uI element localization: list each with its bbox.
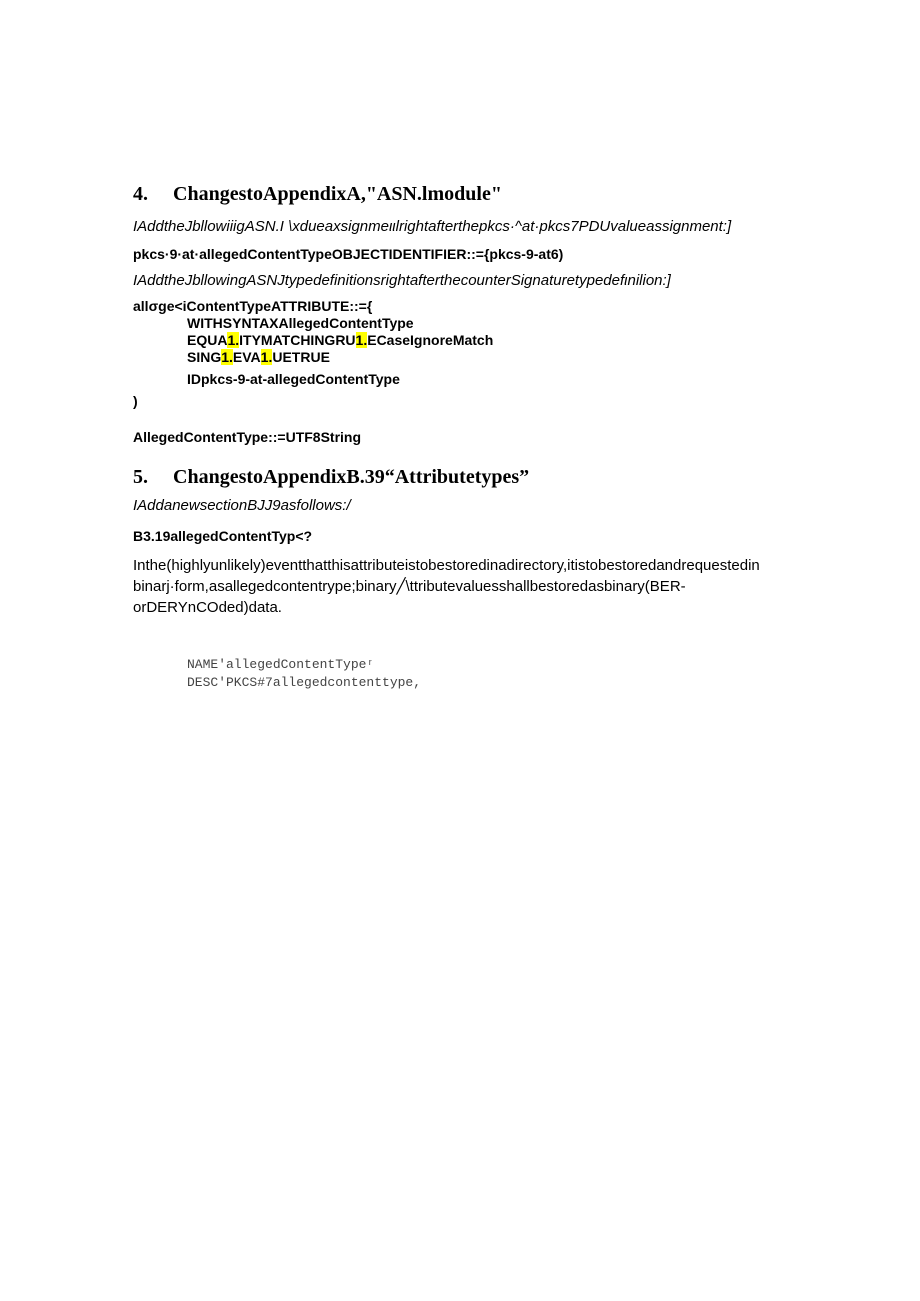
section-4-heading bbox=[133, 183, 502, 206]
attribute-definition-line3: EQUA1.ITYMATCHINGRU1.ECaseIgnoreMatch bbox=[187, 332, 494, 348]
section-5-number: 5. bbox=[133, 466, 148, 488]
attribute-definition-line4: SING1.EVA1.UETRUE bbox=[187, 349, 330, 365]
paragraph-line: Inthe(highlyunlikely)eventthatthisattributeistobestoredinadirectory,itistobestoredandrequestedin bbox=[133, 557, 760, 574]
editor-note-2: IAddtheJbllowingASNJtypedefinitionsrightafterthecounterSignaturetypedefιnilion:] bbox=[133, 272, 671, 289]
section-5-title: ChangestoAppendixB.39“Attributetypes” bbox=[173, 466, 530, 488]
highlight-mark: 1. bbox=[355, 332, 368, 348]
paragraph-line: binarj·form,asallegedcontentrype;binary╱\ttributevaluesshallbestoredasbinary(BER- bbox=[133, 578, 686, 595]
schema-name-line: NAME'allegedContentTypeʳ bbox=[187, 657, 375, 672]
section-5-heading bbox=[133, 466, 529, 489]
type-definition: AllegedContentType::=UTF8String bbox=[133, 429, 362, 445]
oid-assignment: pkcs·9·at·allegedContentTypeOBJECTIDENTIFIER::={pkcs-9-at6) bbox=[133, 246, 564, 262]
paragraph-line: orDERYnCOded)data. bbox=[133, 599, 282, 616]
subsection-heading: B3.19allegedContentTyp<? bbox=[133, 528, 313, 544]
attribute-definition-close: ) bbox=[133, 393, 138, 409]
attribute-definition-line5: IDpkcs-9-at-allegedContentType bbox=[187, 371, 400, 387]
highlight-mark: 1. bbox=[221, 349, 233, 365]
schema-desc-line: DESC'PKCS#7allegedcontenttype, bbox=[187, 675, 422, 690]
body-paragraph bbox=[133, 555, 793, 618]
highlight-mark: 1. bbox=[260, 349, 273, 365]
attribute-definition-line2: WITHSYNTAXAllegedContentType bbox=[187, 315, 414, 331]
editor-note-3: IAddanewsectionBJJ9asfollows:/ bbox=[133, 497, 351, 514]
editor-note-1: IAddtheJbllowiiigASN.I \xdueaxsignmeιιlrightafterthepkcs·^at·pkcs7PDUvalueassignment:] bbox=[133, 218, 732, 235]
attribute-definition-line1: allσge<iContentTypeATTRIBUTE::={ bbox=[133, 298, 373, 314]
section-4-title: ChangestoAppendixA,"ASN.lmodule" bbox=[173, 183, 502, 205]
section-4-number: 4. bbox=[133, 183, 148, 205]
highlight-mark: 1. bbox=[227, 332, 240, 348]
